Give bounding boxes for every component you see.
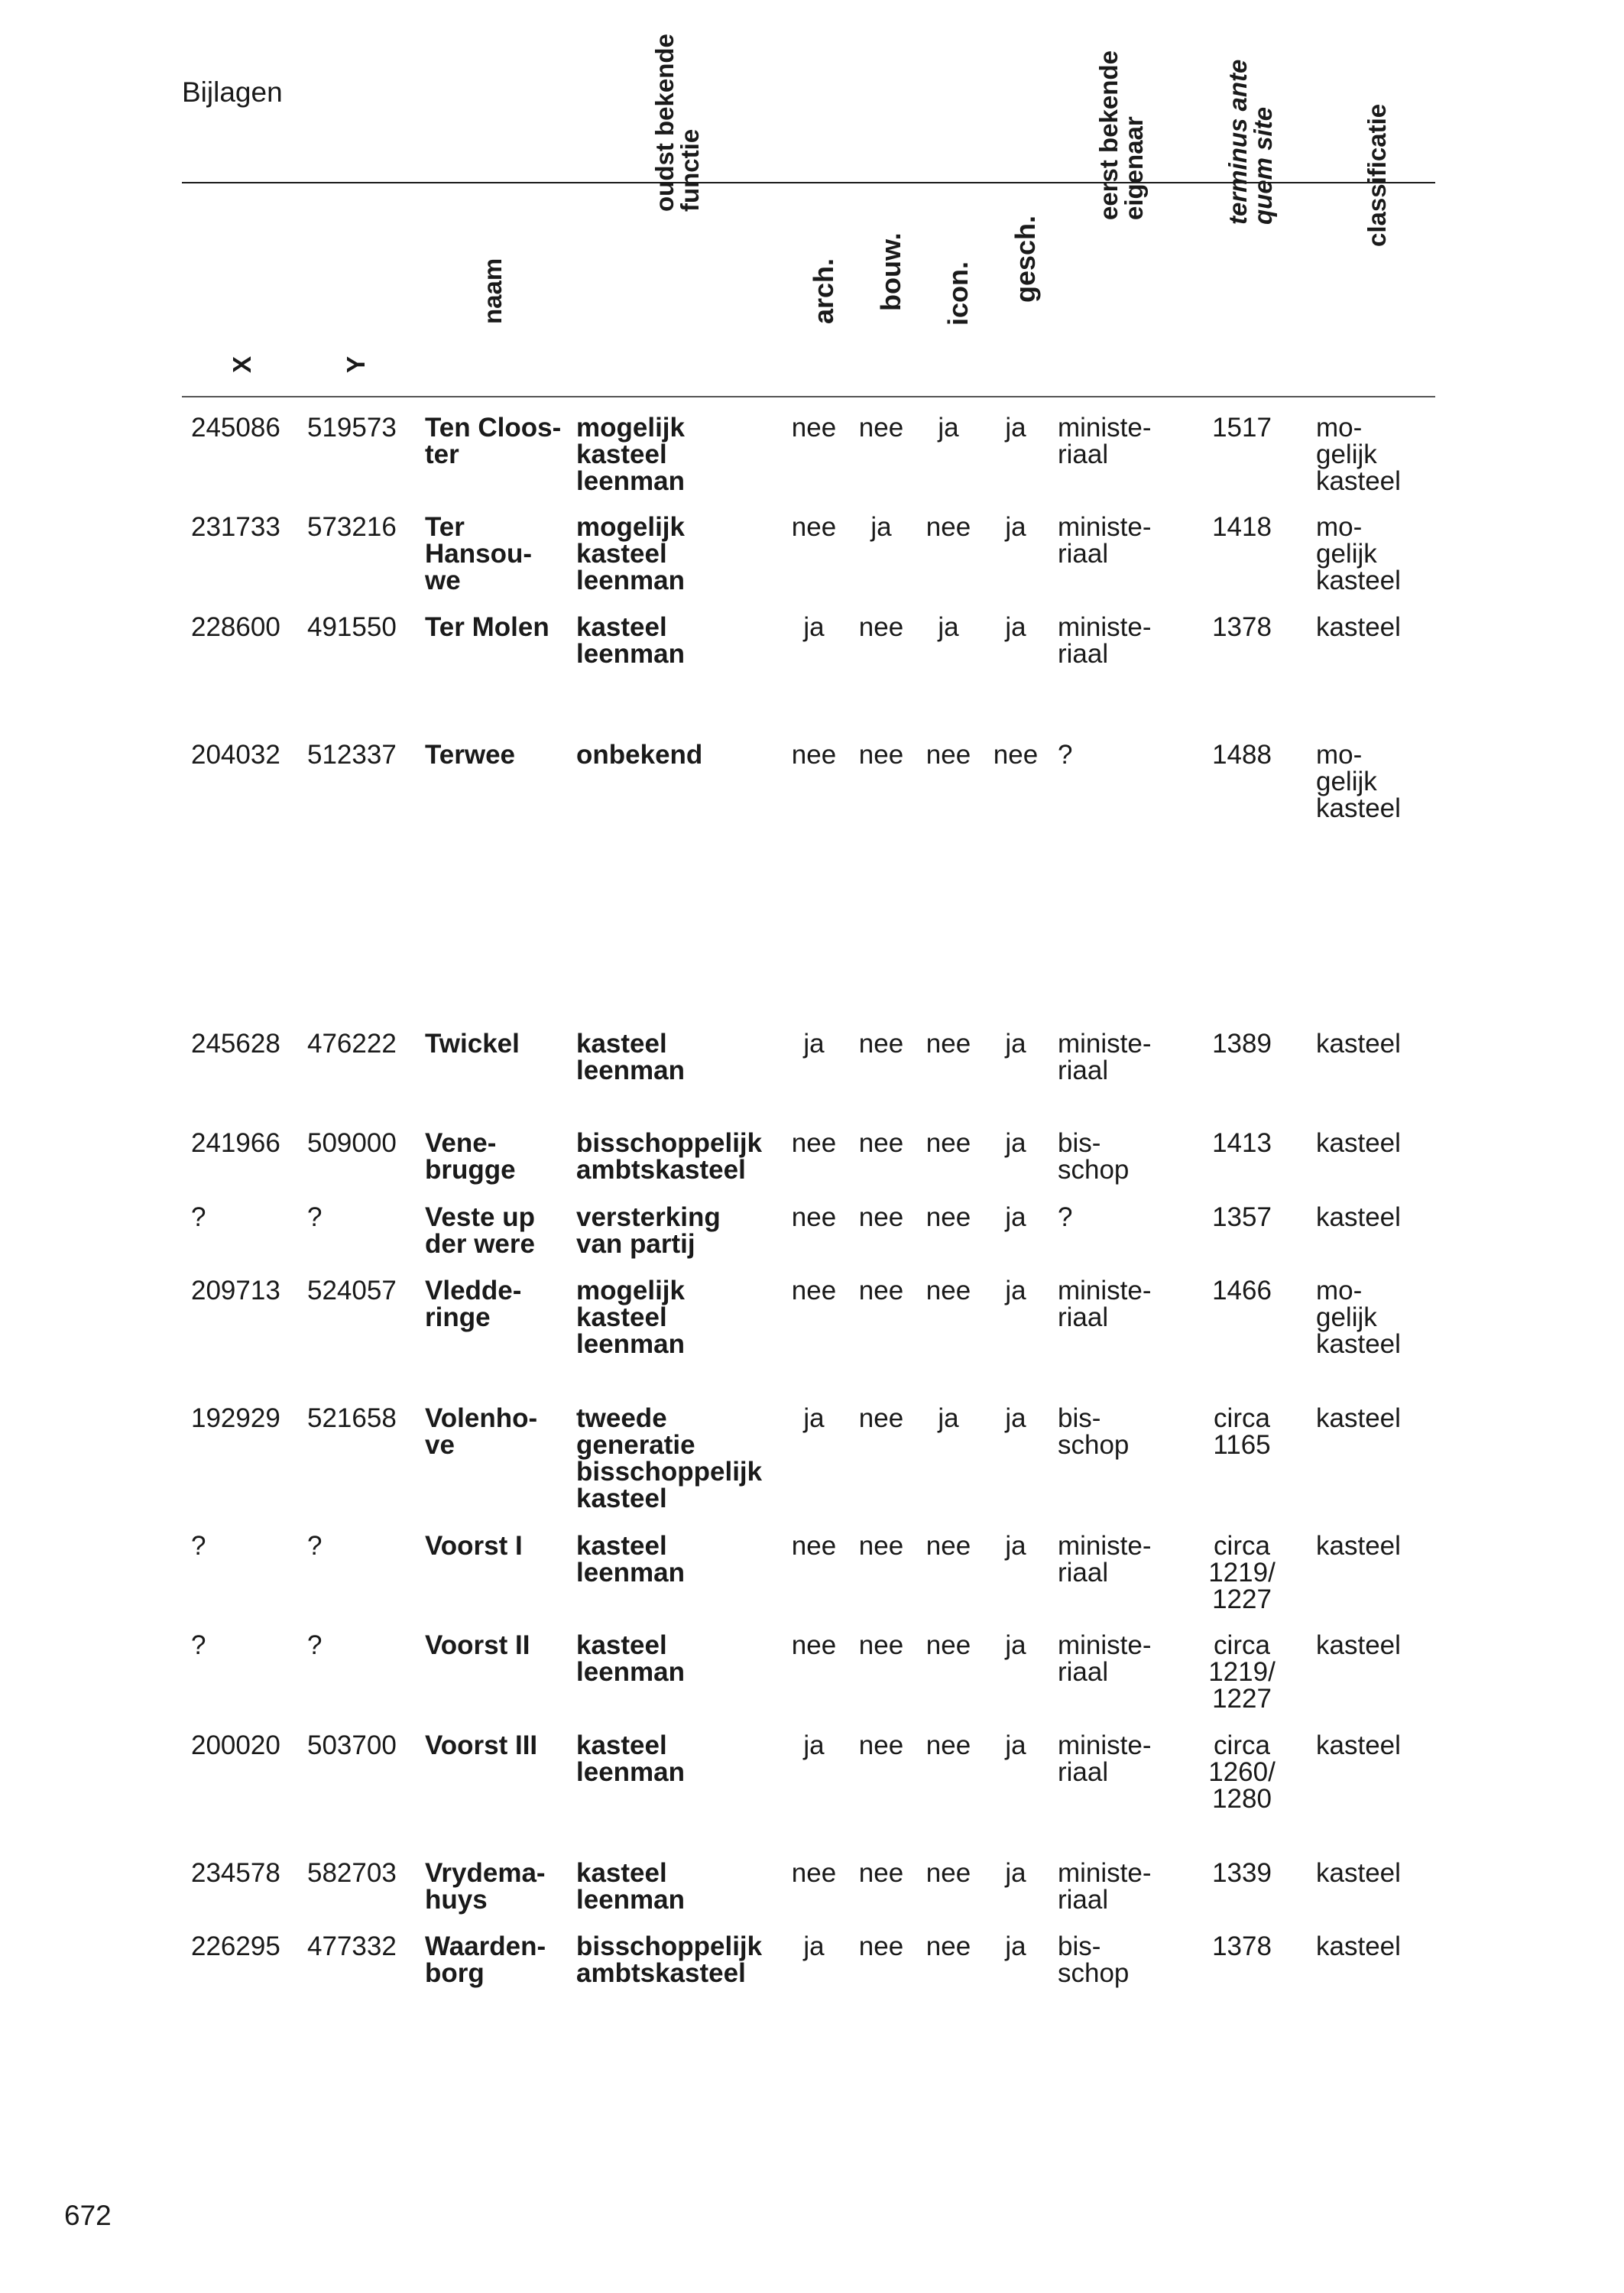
cell-y: ? <box>307 1630 323 1660</box>
col-header-eigenaar: eerst bekende eigenaar <box>1094 50 1148 221</box>
cell-naam: Terwee <box>425 740 516 770</box>
cell-icon: nee <box>925 1531 971 1561</box>
cell-icon: nee <box>925 1202 971 1232</box>
cell-x: 245086 <box>191 413 280 443</box>
cell-functie: kasteel leenman <box>576 612 685 669</box>
cell-x: 192929 <box>191 1403 280 1433</box>
col-header-functie: oudst bekende functie <box>650 34 704 212</box>
cell-x: 234578 <box>191 1858 280 1888</box>
cell-x: 209713 <box>191 1276 280 1305</box>
cell-terminus: 1418 <box>1212 512 1272 542</box>
cell-terminus: circa 1260/ 1280 <box>1208 1730 1276 1814</box>
cell-functie: bisschoppelijk ambtskasteel <box>576 1128 763 1185</box>
cell-bouw: ja <box>870 512 892 542</box>
cell-terminus: 1378 <box>1212 612 1272 642</box>
cell-y: ? <box>307 1202 323 1232</box>
cell-x: 200020 <box>191 1730 280 1760</box>
cell-x: 228600 <box>191 612 280 642</box>
cell-functie: onbekend <box>576 740 703 770</box>
cell-bouw: nee <box>858 1029 904 1059</box>
cell-arch: nee <box>791 1858 837 1888</box>
cell-icon: nee <box>925 1630 971 1660</box>
cell-icon: nee <box>925 1931 971 1961</box>
cell-bouw: nee <box>858 1730 904 1760</box>
cell-classificatie: mo- gelijk kasteel <box>1316 512 1401 595</box>
cell-functie: bisschoppelijk ambtskasteel <box>576 1931 763 1988</box>
cell-gesch: ja <box>1005 1276 1026 1305</box>
cell-gesch: ja <box>1005 1730 1026 1760</box>
header-rule <box>182 396 1435 397</box>
col-header-naam: naam <box>478 258 507 324</box>
cell-y: 521658 <box>307 1403 397 1433</box>
cell-x: 245628 <box>191 1029 280 1059</box>
cell-x: ? <box>191 1531 206 1561</box>
cell-y: ? <box>307 1531 323 1561</box>
cell-functie: kasteel leenman <box>576 1730 685 1787</box>
cell-eigenaar: ministe- riaal <box>1058 1630 1152 1687</box>
cell-terminus: 1488 <box>1212 740 1272 770</box>
cell-classificatie: kasteel <box>1316 1931 1401 1961</box>
cell-y: 477332 <box>307 1931 397 1961</box>
cell-arch: nee <box>791 1128 837 1158</box>
cell-functie: mogelijk kasteel leenman <box>576 512 685 595</box>
cell-naam: Ten Cloos- ter <box>425 413 562 469</box>
cell-eigenaar: ministe- riaal <box>1058 413 1152 469</box>
cell-classificatie: kasteel <box>1316 612 1401 642</box>
cell-icon: nee <box>925 1730 971 1760</box>
cell-gesch: ja <box>1005 1630 1026 1660</box>
cell-x: 226295 <box>191 1931 280 1961</box>
cell-terminus: circa 1219/ 1227 <box>1208 1630 1276 1714</box>
cell-eigenaar: ? <box>1058 740 1073 770</box>
cell-gesch: ja <box>1005 1029 1026 1059</box>
cell-arch: nee <box>791 512 837 542</box>
cell-classificatie: kasteel <box>1316 1128 1401 1158</box>
cell-bouw: nee <box>858 1276 904 1305</box>
cell-functie: mogelijk kasteel leenman <box>576 413 685 496</box>
cell-x: 241966 <box>191 1128 280 1158</box>
cell-bouw: nee <box>858 1858 904 1888</box>
col-header-x: X <box>228 355 256 373</box>
cell-naam: Vene- brugge <box>425 1128 516 1185</box>
cell-classificatie: kasteel <box>1316 1531 1401 1561</box>
cell-classificatie: mo- gelijk kasteel <box>1316 1276 1401 1359</box>
cell-bouw: nee <box>858 612 904 642</box>
cell-x: 204032 <box>191 740 280 770</box>
cell-icon: nee <box>925 1276 971 1305</box>
cell-arch: nee <box>791 1276 837 1305</box>
cell-bouw: nee <box>858 1931 904 1961</box>
cell-gesch: ja <box>1005 1403 1026 1433</box>
cell-x: 231733 <box>191 512 280 542</box>
cell-gesch: ja <box>1005 1858 1026 1888</box>
cell-naam: Vrydema- huys <box>425 1858 546 1915</box>
cell-gesch: nee <box>993 740 1039 770</box>
cell-classificatie: kasteel <box>1316 1202 1401 1232</box>
page-number: 672 <box>64 2200 112 2231</box>
cell-naam: Ter Molen <box>425 612 549 642</box>
cell-gesch: ja <box>1005 1931 1026 1961</box>
cell-icon: nee <box>925 1858 971 1888</box>
cell-naam: Vledde- ringe <box>425 1276 522 1332</box>
col-header-y: Y <box>342 355 370 373</box>
cell-y: 503700 <box>307 1730 397 1760</box>
cell-y: 512337 <box>307 740 397 770</box>
cell-icon: nee <box>925 1029 971 1059</box>
cell-y: 524057 <box>307 1276 397 1305</box>
cell-gesch: ja <box>1005 1531 1026 1561</box>
cell-functie: mogelijk kasteel leenman <box>576 1276 685 1359</box>
cell-classificatie: mo- gelijk kasteel <box>1316 413 1401 496</box>
cell-terminus: 1517 <box>1212 413 1272 443</box>
cell-functie: kasteel leenman <box>576 1029 685 1085</box>
cell-eigenaar: bis- schop <box>1058 1403 1130 1460</box>
cell-classificatie: mo- gelijk kasteel <box>1316 740 1401 823</box>
cell-icon: nee <box>925 512 971 542</box>
cell-bouw: nee <box>858 1202 904 1232</box>
cell-functie: kasteel leenman <box>576 1531 685 1588</box>
cell-icon: nee <box>925 740 971 770</box>
cell-arch: ja <box>803 1029 825 1059</box>
cell-bouw: nee <box>858 1531 904 1561</box>
col-header-bouw: bouw. <box>875 232 906 312</box>
cell-y: 573216 <box>307 512 397 542</box>
cell-classificatie: kasteel <box>1316 1730 1401 1760</box>
cell-functie: kasteel leenman <box>576 1858 685 1915</box>
cell-naam: Veste up der were <box>425 1202 535 1259</box>
cell-eigenaar: bis- schop <box>1058 1931 1130 1988</box>
cell-terminus: 1378 <box>1212 1931 1272 1961</box>
cell-bouw: nee <box>858 1128 904 1158</box>
cell-gesch: ja <box>1005 413 1026 443</box>
cell-y: 476222 <box>307 1029 397 1059</box>
cell-naam: Waarden- borg <box>425 1931 546 1988</box>
cell-terminus: circa 1219/ 1227 <box>1208 1531 1276 1614</box>
cell-y: 509000 <box>307 1128 397 1158</box>
cell-arch: ja <box>803 1403 825 1433</box>
cell-eigenaar: ministe- riaal <box>1058 1531 1152 1588</box>
col-header-gesch: gesch. <box>1010 215 1041 303</box>
cell-bouw: nee <box>858 413 904 443</box>
cell-classificatie: kasteel <box>1316 1630 1401 1660</box>
cell-naam: Ter Hansou- we <box>425 512 532 595</box>
cell-bouw: nee <box>858 1630 904 1660</box>
cell-arch: nee <box>791 1531 837 1561</box>
cell-gesch: ja <box>1005 512 1026 542</box>
cell-bouw: nee <box>858 1403 904 1433</box>
cell-eigenaar: ? <box>1058 1202 1073 1232</box>
cell-terminus: 1466 <box>1212 1276 1272 1305</box>
cell-arch: nee <box>791 1202 837 1232</box>
cell-eigenaar: ministe- riaal <box>1058 1276 1152 1332</box>
cell-terminus: 1413 <box>1212 1128 1272 1158</box>
cell-classificatie: kasteel <box>1316 1403 1401 1433</box>
cell-y: 519573 <box>307 413 397 443</box>
cell-bouw: nee <box>858 740 904 770</box>
col-header-icon: icon. <box>942 261 974 326</box>
cell-icon: ja <box>938 612 959 642</box>
col-header-arch: arch. <box>808 258 839 324</box>
cell-arch: nee <box>791 413 837 443</box>
cell-icon: ja <box>938 413 959 443</box>
cell-x: ? <box>191 1202 206 1232</box>
cell-naam: Voorst III <box>425 1730 538 1760</box>
cell-eigenaar: ministe- riaal <box>1058 1858 1152 1915</box>
cell-terminus: circa 1165 <box>1213 1403 1271 1460</box>
col-header-classificatie: classificatie <box>1363 103 1391 247</box>
cell-arch: nee <box>791 1630 837 1660</box>
cell-eigenaar: ministe- riaal <box>1058 1029 1152 1085</box>
cell-icon: ja <box>938 1403 959 1433</box>
cell-functie: tweede generatie bisschoppelijk kasteel <box>576 1403 763 1513</box>
cell-terminus: 1357 <box>1212 1202 1272 1232</box>
cell-arch: ja <box>803 1931 825 1961</box>
cell-eigenaar: bis- schop <box>1058 1128 1130 1185</box>
cell-classificatie: kasteel <box>1316 1029 1401 1059</box>
cell-naam: Voorst II <box>425 1630 530 1660</box>
cell-arch: nee <box>791 740 837 770</box>
cell-terminus: 1339 <box>1212 1858 1272 1888</box>
cell-eigenaar: ministe- riaal <box>1058 512 1152 569</box>
cell-terminus: 1389 <box>1212 1029 1272 1059</box>
cell-naam: Voorst I <box>425 1531 523 1561</box>
cell-arch: ja <box>803 612 825 642</box>
cell-x: ? <box>191 1630 206 1660</box>
cell-icon: nee <box>925 1128 971 1158</box>
cell-arch: ja <box>803 1730 825 1760</box>
running-head: Bijlagen <box>182 76 283 108</box>
cell-eigenaar: ministe- riaal <box>1058 612 1152 669</box>
cell-naam: Volenho- ve <box>425 1403 538 1460</box>
cell-gesch: ja <box>1005 1128 1026 1158</box>
cell-functie: versterking van partij <box>576 1202 721 1259</box>
col-header-terminus: terminus ante quem site <box>1224 59 1277 225</box>
cell-y: 582703 <box>307 1858 397 1888</box>
cell-gesch: ja <box>1005 1202 1026 1232</box>
cell-gesch: ja <box>1005 612 1026 642</box>
cell-naam: Twickel <box>425 1029 520 1059</box>
cell-eigenaar: ministe- riaal <box>1058 1730 1152 1787</box>
cell-functie: kasteel leenman <box>576 1630 685 1687</box>
cell-y: 491550 <box>307 612 397 642</box>
cell-classificatie: kasteel <box>1316 1858 1401 1888</box>
